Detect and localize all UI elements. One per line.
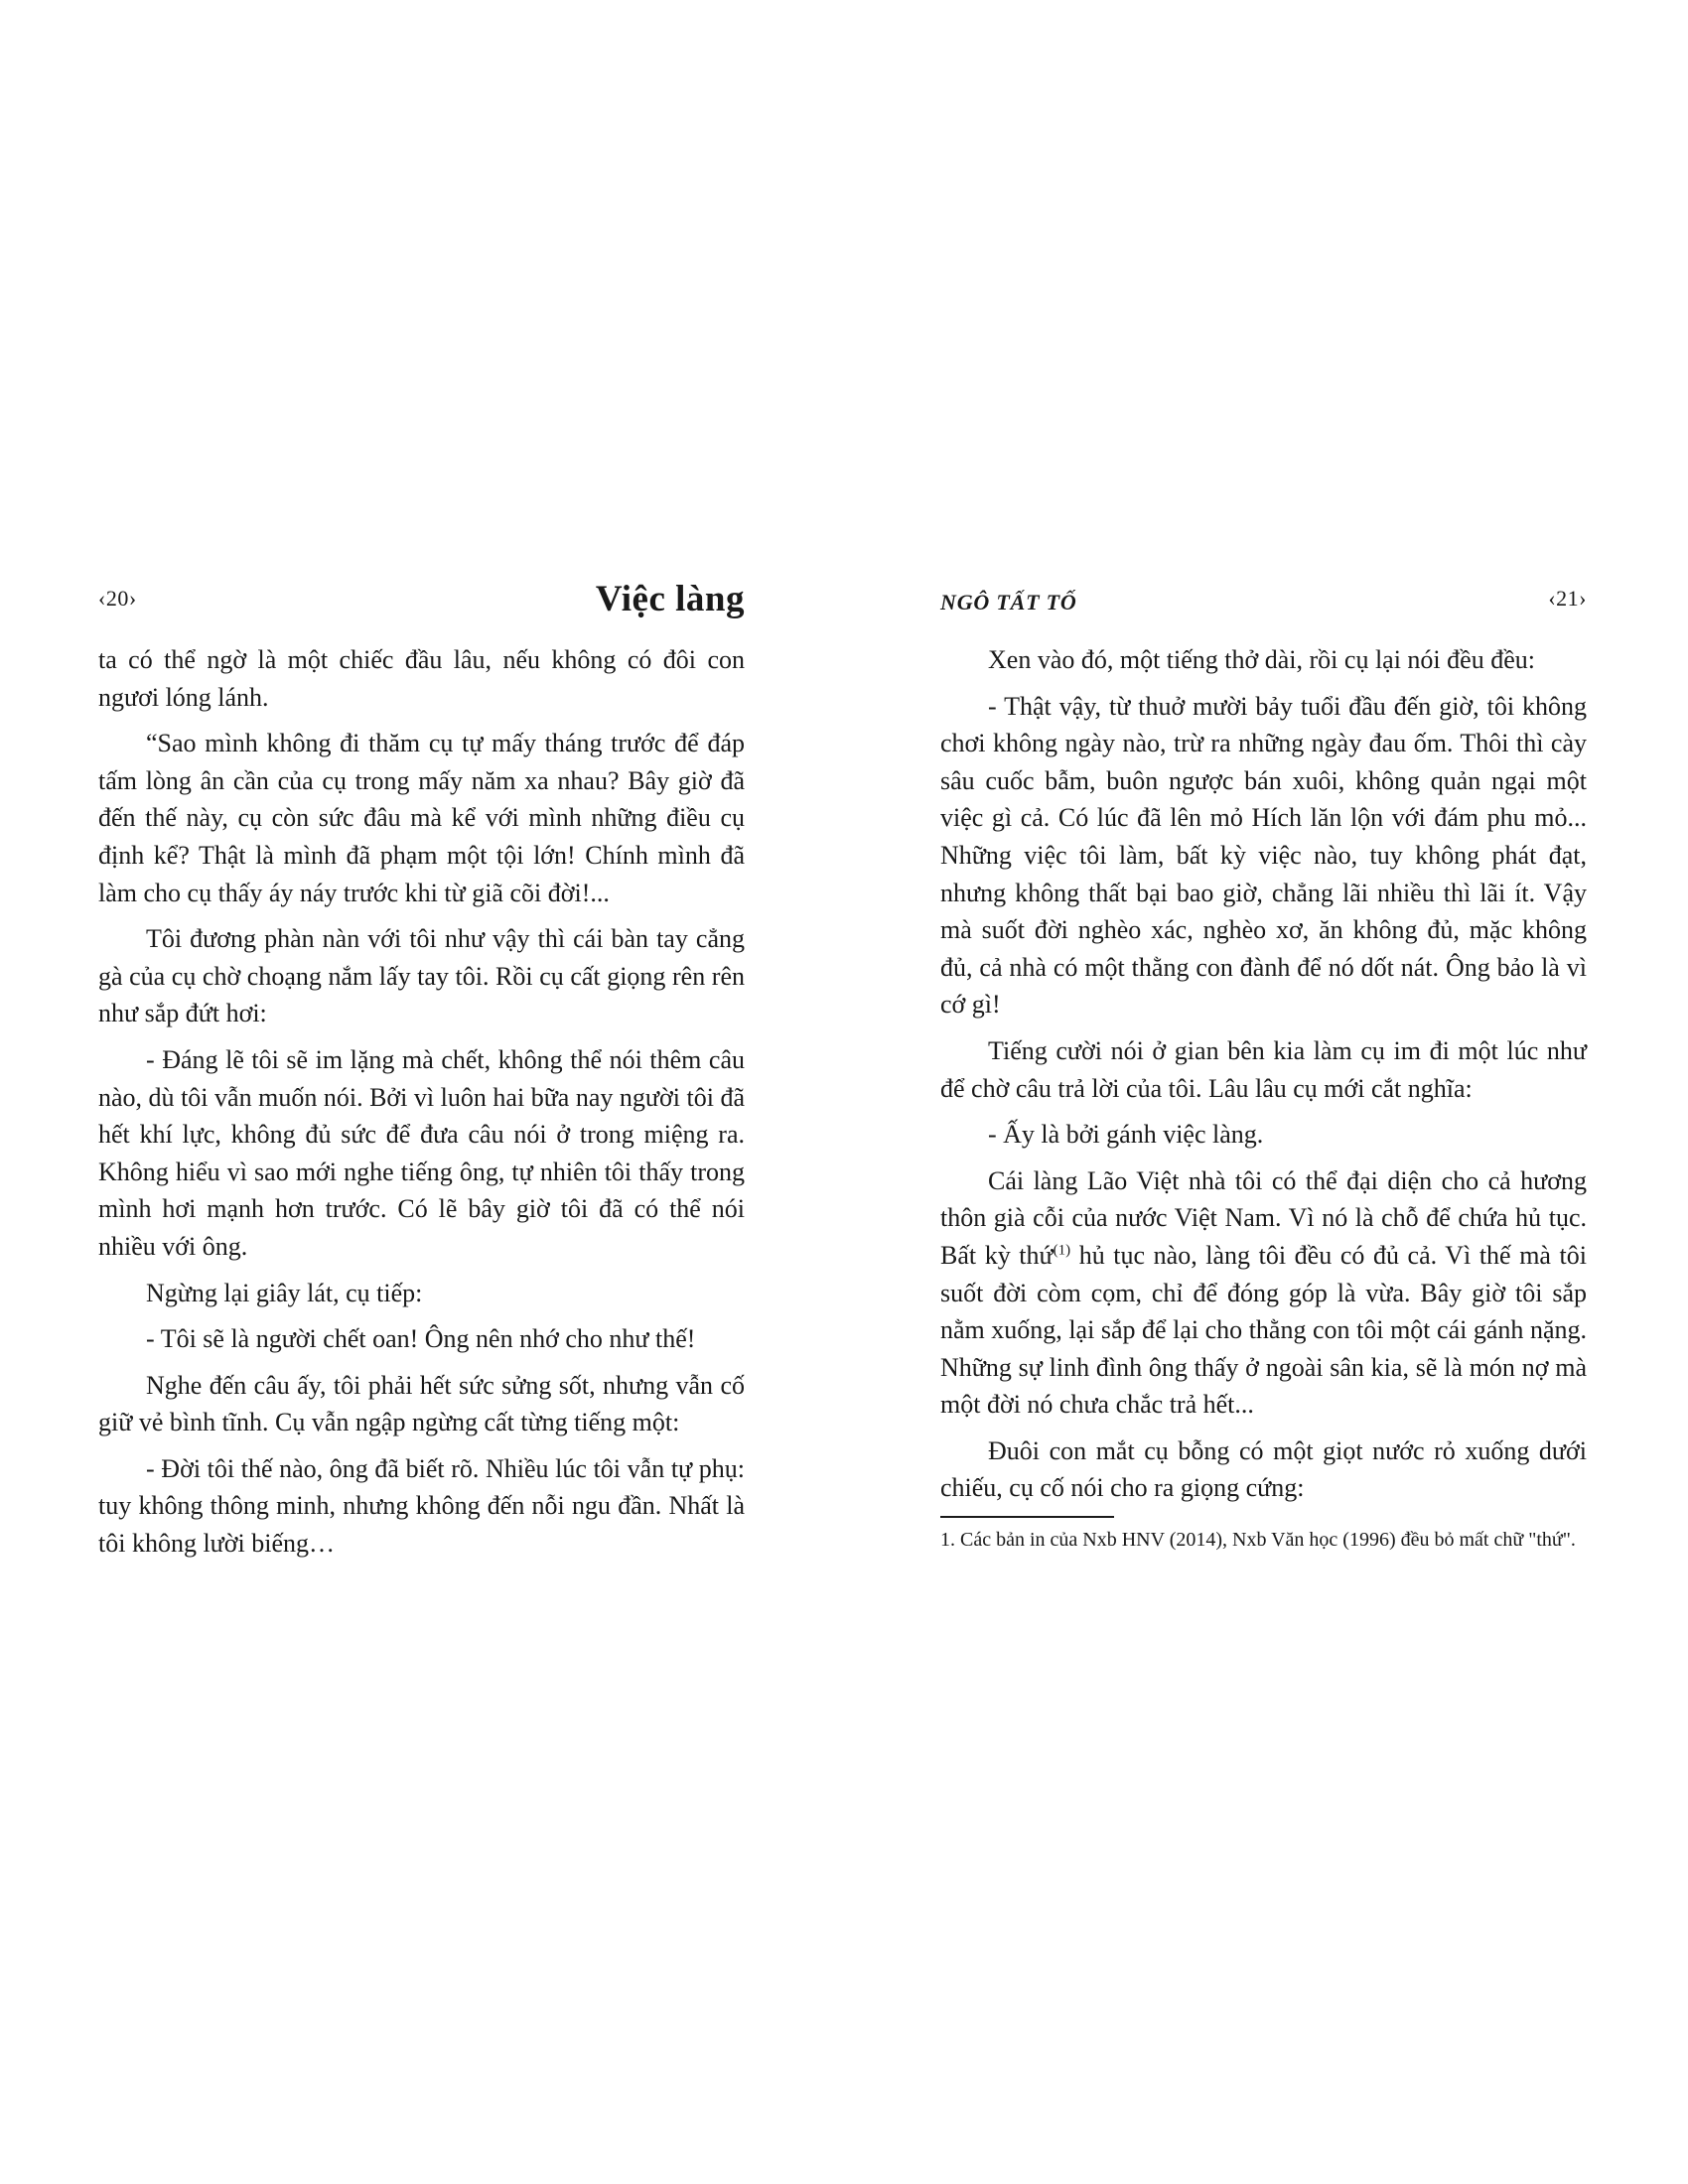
paragraph: Đuôi con mắt cụ bỗng có một giọt nước rỏ xuống dưới chiếu, cụ cố nói cho ra giọng cứng: <box>940 1435 1587 1503</box>
running-author: NGÔ TẤT TỐ <box>940 590 1077 614</box>
paragraph: - Ấy là bởi gánh việc làng. <box>988 1120 1264 1150</box>
right-page-body <box>940 641 1587 1554</box>
paragraph: ta có thể ngờ là một chiếc đầu lâu, nếu không có đôi con ngươi lóng lánh. <box>98 645 745 712</box>
page-number: ‹20› <box>98 586 137 611</box>
paragraph: Nghe đến câu ấy, tôi phải hết sức sửng sốt, nhưng vẫn cố giữ vẻ bình tĩnh. Cụ vẫn ngập ngừng cất từng tiếng một: <box>98 1370 745 1437</box>
paragraph-text: Cái làng Lão Việt nhà tôi có thể đại diện cho cả hương thôn già cỗi của nước Việt Nam. Vì nó là chỗ để chứa hủ tục. Bất kỳ thứ <box>940 1165 1587 1270</box>
paragraph: Ngừng lại giây lát, cụ tiếp: <box>146 1278 423 1307</box>
paragraph: “Sao mình không đi thăm cụ tự mấy tháng trước để đáp tấm lòng ân cần của cụ trong mấy năm xa nhau? Bây giờ đã đến thế này, cụ còn sức đâu mà kể với mình những điều cụ định kể? Thật là mình đã phạm một tội lớn! Chính mình đã làm cho cụ thấy áy náy trước khi từ giã cõi đời!... <box>98 729 745 907</box>
paragraph-with-footnote <box>940 1162 1587 1424</box>
page-number: ‹21› <box>1548 586 1587 611</box>
paragraph: - Tôi sẽ là người chết oan! Ông nên nhớ cho như thế! <box>146 1324 696 1354</box>
paragraph: Tôi đương phàn nàn với tôi như vậy thì cái bàn tay cẳng gà của cụ chờ choạng nắm lấy tay tôi. Rồi cụ cất giọng rên rên như sắp đứt hơi: <box>98 924 745 1028</box>
right-page <box>940 578 1587 1554</box>
paragraph: - Đáng lẽ tôi sẽ im lặng mà chết, không thể nói thêm câu nào, dù tôi vẫn muốn nói. Bởi vì luôn hai bữa nay người tôi đã hết khí lực, không đủ sức để đưa câu nói ở trong miệng ra. Không hiểu vì sao mới nghe tiếng ông, tự nhiên tôi thấy trong mình hơi mạnh hơn trước. Có lẽ bây giờ tôi đã có thể nói nhiều với ông. <box>98 1044 745 1261</box>
paragraph: Tiếng cười nói ở gian bên kia làm cụ im đi một lúc như để chờ câu trả lời của tôi. Lâu lâu cụ mới cắt nghĩa: <box>940 1035 1587 1103</box>
paragraph: - Thật vậy, từ thuở mười bảy tuổi đầu đến giờ, tôi không chơi không ngày nào, trừ ra những ngày đau ốm. Thôi thì cày sâu cuốc bẫm, buôn ngược bán xuôi, không quản ngại một việc gì cả. Có lúc đã lên mỏ Hích lăn lộn với đám phu mỏ... Những việc tôi làm, bất kỳ việc nào, tuy không phát đạt, nhưng không thất bại bao giờ, chẳng lãi nhiều thì lãi ít. Vậy mà suốt đời nghèo xác, nghèo xơ, ăn không đủ, mặc không đủ, cả nhà có một thằng con đành để nó dốt nát. Ông bảo là vì cớ gì! <box>940 691 1587 1020</box>
right-page-header <box>940 578 1587 637</box>
paragraph: Xen vào đó, một tiếng thở dài, rồi cụ lại nói đều đều: <box>988 645 1535 674</box>
footnote-marker: (1) <box>1053 1242 1071 1259</box>
left-page-body <box>98 641 745 1563</box>
footnote: 1. Các bản in của Nxb HNV (2014), Nxb Văn học (1996) đều bỏ mất chữ "thứ". <box>940 1529 1576 1552</box>
left-page-header <box>98 578 745 637</box>
footnote-divider <box>940 1516 1114 1518</box>
paragraph-text: hủ tục nào, làng tôi đều có đủ cả. Vì thế mà tôi suốt đời còm cọm, chỉ để đóng góp là vừa. Bây giờ tôi sắp nằm xuống, lại sắp để lại cho thằng con tôi một cái gánh nặng. Những sự linh đình ông thấy ở ngoài sân kia, sẽ là món nợ mà một đời nó chưa chắc trả hết... <box>940 1240 1587 1420</box>
running-title: Việc làng <box>595 579 745 619</box>
left-page <box>98 578 745 1571</box>
paragraph: - Đời tôi thế nào, ông đã biết rõ. Nhiều lúc tôi vẫn tự phụ: tuy không thông minh, nhưng không đến nỗi ngu đần. Nhất là tôi không lười biếng… <box>98 1453 745 1559</box>
